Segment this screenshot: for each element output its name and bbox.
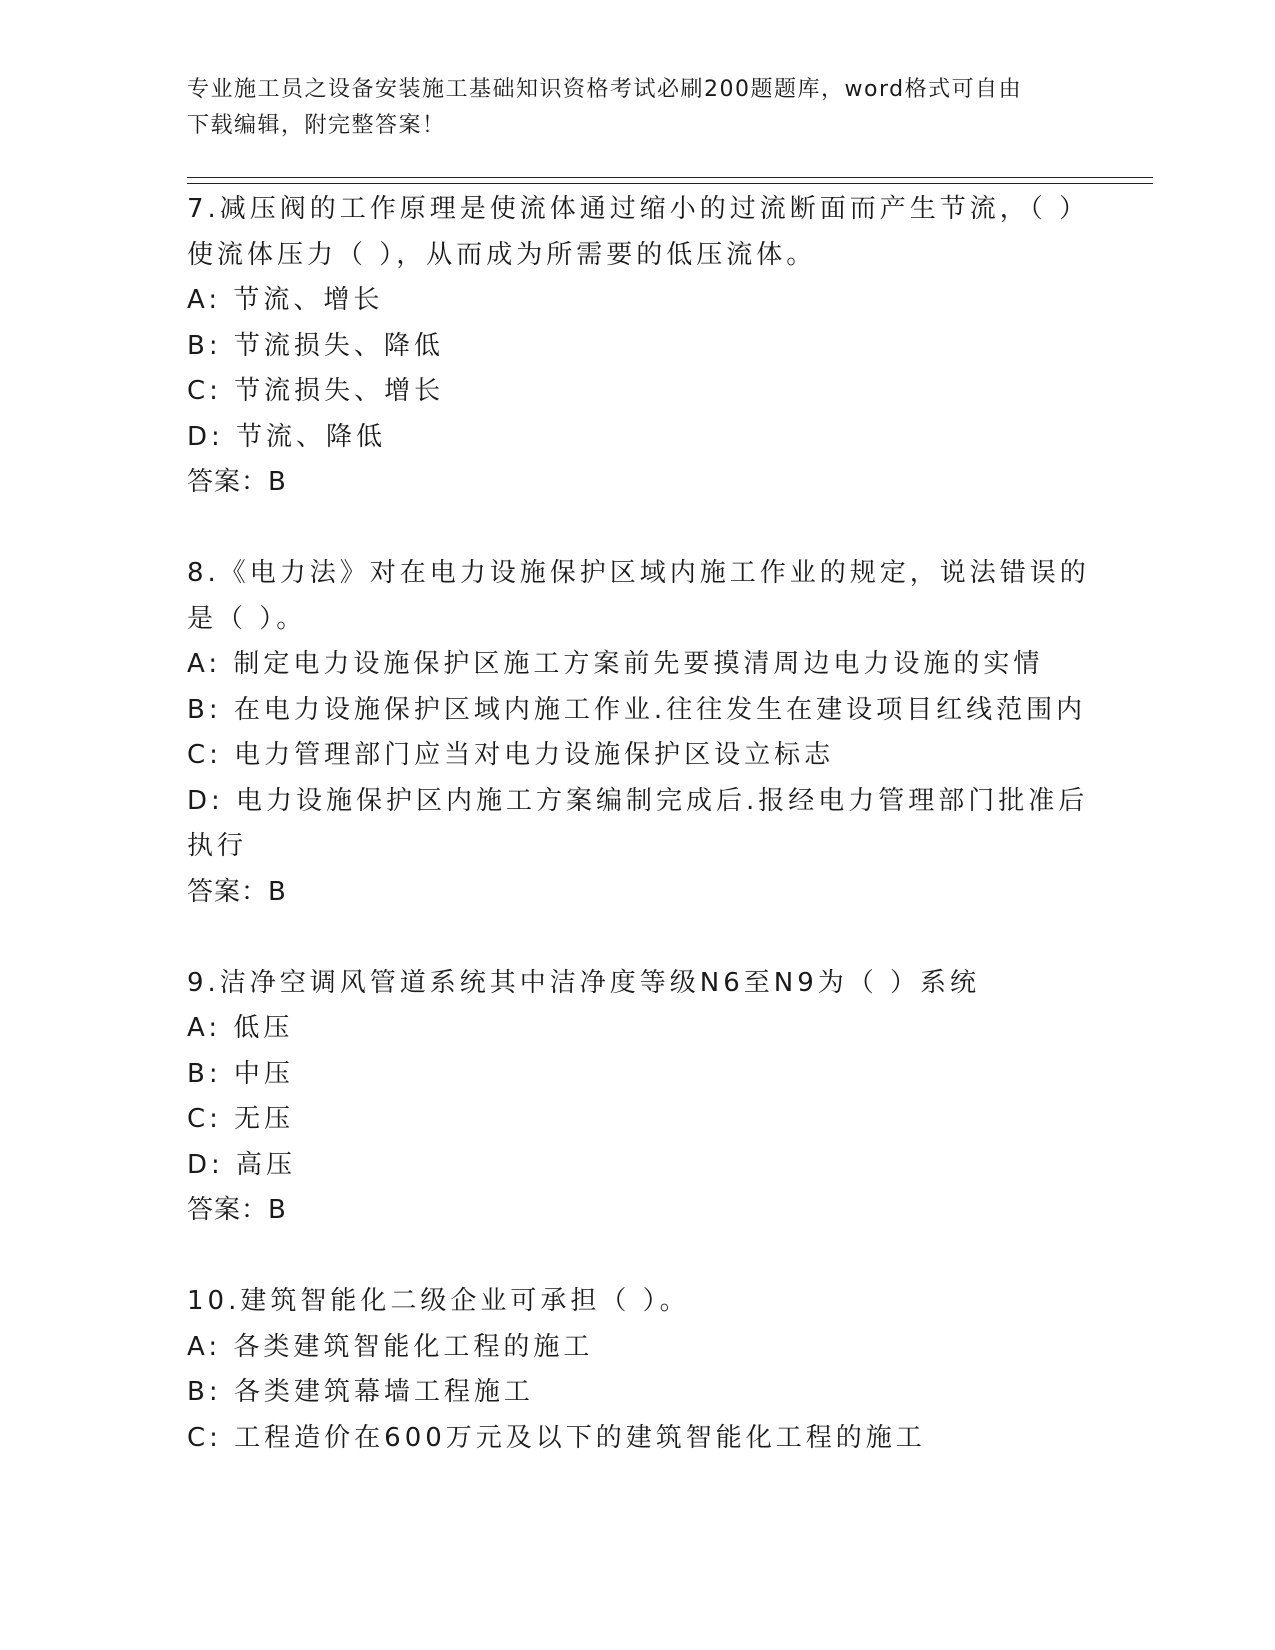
option-d: D: 高压 (187, 1149, 297, 1180)
header-divider-top (187, 177, 1153, 178)
question-stem-line: 使流体压力（ ），从而成为所需要的低压流体。 (187, 239, 817, 270)
question-stem-line: 7.减压阀的工作原理是使流体通过缩小的过流断面而产生节流，（ ） (187, 194, 1090, 224)
question-10 (187, 1279, 1087, 1461)
option-c: C: 工程造价在600万元及以下的建筑智能化工程的施工 (187, 1422, 926, 1453)
header-line-2: 下载编辑，附完整答案！ (187, 113, 446, 138)
option-c: C: 电力管理部门应当对电力设施保护区设立标志 (187, 740, 835, 770)
question-list (187, 187, 1090, 1461)
option-c: C: 节流损失、增长 (187, 376, 445, 406)
option-a: A: 低压 (187, 1013, 294, 1043)
option-d: D: 电力设施保护区内施工方案编制完成后.报经电力管理部门批准后 (187, 785, 1089, 816)
question-stem-line: 9.洁净空调风管道系统其中洁净度等级N6至N9为（ ）系统 (187, 967, 981, 998)
question-stem-line: 10.建筑智能化二级企业可承担（ ）。 (187, 1286, 690, 1316)
option-b: B: 节流损失、降低 (187, 330, 444, 361)
question-7 (187, 187, 1090, 506)
option-a: A: 各类建筑智能化工程的施工 (187, 1331, 594, 1362)
question-8 (187, 551, 1090, 915)
header-divider-bottom (187, 183, 1153, 184)
option-c: C: 无压 (187, 1104, 295, 1134)
question-9 (187, 961, 1087, 1234)
question-stem-line: 8.《电力法》对在电力设施保护区域内施工作业的规定，说法错误的 (187, 558, 1090, 588)
option-d-continuation: 执行 (187, 831, 248, 861)
option-d: D: 节流、降低 (187, 421, 387, 452)
option-b: B: 在电力设施保护区域内施工作业.往往发生在建设项目红线范围内 (187, 694, 1087, 725)
option-a: A: 节流、增长 (187, 285, 384, 315)
answer: 答案：B (187, 467, 287, 497)
option-b: B: 各类建筑幕墙工程施工 (187, 1377, 534, 1407)
document-header (187, 72, 1077, 144)
option-a: A: 制定电力设施保护区施工方案前先要摸清周边电力设施的实情 (187, 649, 1044, 679)
answer: 答案：B (187, 876, 287, 907)
question-stem-line: 是（ ）。 (187, 603, 307, 634)
option-b: B: 中压 (187, 1058, 294, 1089)
question-spacer (187, 915, 1087, 961)
answer: 答案：B (187, 1195, 287, 1225)
question-spacer (187, 506, 1087, 552)
header-line-1: 专业施工员之设备安装施工基础知识资格考试必刷200题题库，word格式可自由 (187, 77, 1023, 102)
question-spacer (187, 1234, 1087, 1280)
